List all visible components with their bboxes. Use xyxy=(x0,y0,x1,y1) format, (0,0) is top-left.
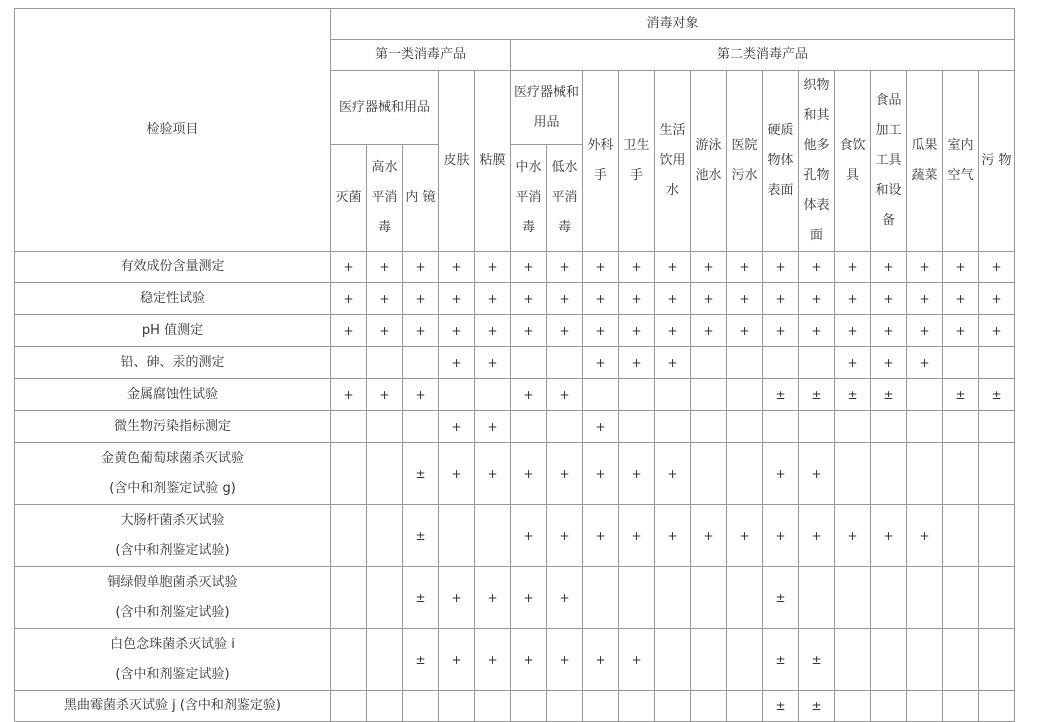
table-cell xyxy=(727,379,763,411)
cat2-food-tools-header: 食品加工工具和设备 xyxy=(871,71,907,252)
table-cell: + xyxy=(331,283,367,315)
row-label-line-1: 黑曲霉菌杀灭试验 j (含中和剂鉴定验) xyxy=(63,698,282,713)
table-cell xyxy=(907,567,943,629)
table-cell: + xyxy=(583,283,619,315)
table-cell: + xyxy=(619,443,655,505)
table-cell: + xyxy=(655,347,691,379)
row-label-line-1: 铅、砷、汞的测定 xyxy=(120,354,225,370)
table-cell: + xyxy=(619,252,655,283)
table-cell: + xyxy=(835,252,871,283)
inspection-table xyxy=(14,8,1015,722)
table-cell: + xyxy=(475,629,511,691)
table-cell: + xyxy=(511,315,547,347)
table-row xyxy=(15,629,1015,691)
table-cell: + xyxy=(331,315,367,347)
table-cell: ± xyxy=(403,443,439,505)
row-label-line-2: (含中和剂鉴定试验) xyxy=(115,604,230,620)
table-cell xyxy=(907,443,943,505)
table-cell xyxy=(619,379,655,411)
table-row xyxy=(15,315,1015,347)
table-cell: + xyxy=(619,347,655,379)
table-cell: + xyxy=(439,315,475,347)
cat2-dirt-header: 污 物 xyxy=(979,71,1015,252)
table-cell xyxy=(331,347,367,379)
table-cell xyxy=(979,629,1015,691)
row-label xyxy=(15,283,331,315)
table-cell: + xyxy=(727,505,763,567)
table-cell: + xyxy=(583,443,619,505)
table-cell: + xyxy=(655,315,691,347)
table-cell xyxy=(979,505,1015,567)
table-cell: + xyxy=(511,379,547,411)
table-cell: + xyxy=(835,283,871,315)
table-cell xyxy=(583,567,619,629)
table-cell: + xyxy=(511,567,547,629)
cat2-mid-level-header: 中水平消毒 xyxy=(511,145,547,252)
table-cell: + xyxy=(655,252,691,283)
row-label-line-1: 微生物污染指标测定 xyxy=(113,418,231,434)
table-cell: + xyxy=(763,505,799,567)
row-label xyxy=(15,443,331,505)
table-cell: + xyxy=(835,347,871,379)
table-cell: + xyxy=(943,315,979,347)
table-cell xyxy=(691,629,727,691)
table-cell: + xyxy=(727,315,763,347)
table-cell: ± xyxy=(403,567,439,629)
table-cell: + xyxy=(655,283,691,315)
table-row xyxy=(15,411,1015,443)
table-cell xyxy=(439,505,475,567)
table-cell: + xyxy=(979,315,1015,347)
table-cell xyxy=(979,443,1015,505)
table-cell xyxy=(403,347,439,379)
table-cell xyxy=(691,347,727,379)
table-cell xyxy=(727,443,763,505)
table-cell: + xyxy=(475,347,511,379)
cat2-medical-header: 医疗器械和用品 xyxy=(511,71,583,145)
table-cell xyxy=(835,567,871,629)
cat2-drinking-water-header: 生活饮用水 xyxy=(655,71,691,252)
table-cell xyxy=(835,411,871,443)
cat1-endoscope-header: 内 镜 xyxy=(403,145,439,252)
table-cell xyxy=(367,505,403,567)
row-label xyxy=(15,315,331,347)
table-cell: + xyxy=(655,505,691,567)
table-cell: + xyxy=(547,443,583,505)
table-cell: + xyxy=(403,379,439,411)
table-cell xyxy=(979,347,1015,379)
table-cell: + xyxy=(979,252,1015,283)
table-cell xyxy=(367,347,403,379)
table-cell xyxy=(583,379,619,411)
table-cell xyxy=(655,379,691,411)
table-cell xyxy=(655,411,691,443)
table-cell xyxy=(367,443,403,505)
table-cell xyxy=(835,629,871,691)
table-cell: + xyxy=(511,252,547,283)
table-cell: + xyxy=(619,283,655,315)
row-label xyxy=(15,629,331,691)
table-cell xyxy=(799,567,835,629)
table-row xyxy=(15,505,1015,567)
cat2-pool-water-header: 游泳池水 xyxy=(691,71,727,252)
table-cell: + xyxy=(583,347,619,379)
cat1-sterilize-header: 灭菌 xyxy=(331,145,367,252)
row-label-line-1: 金黄色葡萄球菌杀灭试验 xyxy=(100,450,244,466)
table-row xyxy=(15,347,1015,379)
table-cell: + xyxy=(439,411,475,443)
table-cell: ± xyxy=(763,629,799,691)
row-label xyxy=(15,411,331,443)
table-cell xyxy=(943,567,979,629)
table-cell xyxy=(871,567,907,629)
table-row xyxy=(15,567,1015,629)
table-cell: + xyxy=(475,411,511,443)
table-cell: + xyxy=(799,252,835,283)
table-cell xyxy=(871,443,907,505)
row-label-line-1: 稳定性试验 xyxy=(139,290,205,306)
table-cell xyxy=(691,379,727,411)
cat2-hard-surface-header: 硬质物体表面 xyxy=(763,71,799,252)
table-cell: + xyxy=(439,629,475,691)
cat2-hospital-sewage-header: 医院污水 xyxy=(727,71,763,252)
table-cell: + xyxy=(547,505,583,567)
table-cell xyxy=(763,347,799,379)
table-cell: + xyxy=(799,315,835,347)
table-cell xyxy=(943,347,979,379)
table-cell: + xyxy=(367,315,403,347)
table-cell: + xyxy=(403,283,439,315)
table-cell: + xyxy=(403,315,439,347)
table-cell xyxy=(655,567,691,629)
table-cell xyxy=(907,379,943,411)
table-cell: ± xyxy=(835,379,871,411)
table-cell: ± xyxy=(979,379,1015,411)
table-cell xyxy=(727,347,763,379)
table-cell: + xyxy=(619,505,655,567)
table-cell: ± xyxy=(763,379,799,411)
table-cell: + xyxy=(727,283,763,315)
table-cell xyxy=(367,411,403,443)
cat2-low-level-header: 低水平消毒 xyxy=(547,145,583,252)
table-cell: ± xyxy=(403,629,439,691)
row-label-line-1: 有效成份含量测定 xyxy=(120,259,225,274)
table-cell: + xyxy=(475,567,511,629)
table-cell xyxy=(331,567,367,629)
table-cell: + xyxy=(943,283,979,315)
table-cell: + xyxy=(907,315,943,347)
table-cell: + xyxy=(691,283,727,315)
row-label xyxy=(15,347,331,379)
table-cell xyxy=(799,347,835,379)
table-cell xyxy=(475,505,511,567)
table-cell xyxy=(331,443,367,505)
cat1-skin-header: 皮肤 xyxy=(439,71,475,252)
table-cell: + xyxy=(763,283,799,315)
table-cell xyxy=(691,567,727,629)
table-cell: + xyxy=(511,283,547,315)
table-cell: + xyxy=(583,411,619,443)
row-label xyxy=(15,379,331,411)
row-label-line-2: (含中和剂鉴定试验 g) xyxy=(109,480,236,496)
row-label-line-1: 铜绿假单胞菌杀灭试验 xyxy=(107,574,238,590)
table-cell: ± xyxy=(763,567,799,629)
table-cell xyxy=(439,379,475,411)
inspection-item-header: 检验项目 xyxy=(15,9,331,252)
table-cell xyxy=(943,443,979,505)
table-row xyxy=(15,283,1015,315)
table-cell: + xyxy=(655,443,691,505)
table-cell: + xyxy=(511,443,547,505)
table-cell: + xyxy=(547,379,583,411)
table-cell: + xyxy=(907,505,943,567)
table-cell: + xyxy=(835,315,871,347)
table-cell: + xyxy=(547,252,583,283)
table-cell: ± xyxy=(403,505,439,567)
table-cell: + xyxy=(727,252,763,283)
table-cell: + xyxy=(583,252,619,283)
row-label-line-2: (含中和剂鉴定试验) xyxy=(115,542,230,558)
table-cell: + xyxy=(511,505,547,567)
table-cell: + xyxy=(619,629,655,691)
table-cell: + xyxy=(691,315,727,347)
table-cell: ± xyxy=(799,379,835,411)
table-cell: + xyxy=(439,567,475,629)
table-cell xyxy=(943,629,979,691)
row-label-line-1: 金属腐蚀性试验 xyxy=(126,386,218,402)
table-cell: + xyxy=(799,283,835,315)
table-cell: + xyxy=(871,252,907,283)
cat2-hygiene-hand-header: 卫生手 xyxy=(619,71,655,252)
table-cell xyxy=(547,411,583,443)
table-cell: ± xyxy=(943,379,979,411)
table-cell: + xyxy=(583,315,619,347)
cat1-medical-header: 医疗器械和用品 xyxy=(331,71,439,145)
table-cell: + xyxy=(835,505,871,567)
table-cell xyxy=(907,629,943,691)
table-cell xyxy=(943,411,979,443)
table-cell xyxy=(619,567,655,629)
table-cell xyxy=(835,443,871,505)
table-cell: + xyxy=(367,252,403,283)
cat2-surgical-hand-header: 外科手 xyxy=(583,71,619,252)
row-label-line-1: 白色念珠菌杀灭试验 i xyxy=(110,636,235,652)
table-cell xyxy=(475,379,511,411)
header-row-1 xyxy=(15,9,1015,40)
table-cell xyxy=(619,411,655,443)
table-cell xyxy=(655,629,691,691)
table-cell: + xyxy=(439,252,475,283)
table-cell: + xyxy=(871,283,907,315)
table-cell: + xyxy=(619,315,655,347)
table-cell: + xyxy=(943,252,979,283)
table-row xyxy=(15,252,1015,283)
table-cell xyxy=(547,347,583,379)
table-cell xyxy=(943,505,979,567)
table-cell xyxy=(403,411,439,443)
table-cell xyxy=(367,629,403,691)
cat2-tableware-header: 食饮具 xyxy=(835,71,871,252)
table-cell: + xyxy=(547,315,583,347)
cat1-mucosa-header: 粘膜 xyxy=(475,71,511,252)
cat2-fabric-surface-header: 织物和其他多孔物体表面 xyxy=(799,71,835,252)
table-cell: + xyxy=(367,283,403,315)
table-cell: + xyxy=(871,505,907,567)
table-cell: + xyxy=(439,443,475,505)
table-cell: + xyxy=(799,505,835,567)
table-cell xyxy=(979,411,1015,443)
table-cell xyxy=(727,411,763,443)
table-cell xyxy=(367,567,403,629)
table-cell xyxy=(727,567,763,629)
table-cell: + xyxy=(799,443,835,505)
table-cell: + xyxy=(511,629,547,691)
row-label xyxy=(15,567,331,629)
cat1-high-level-header: 高水平消毒 xyxy=(367,145,403,252)
table-cell: + xyxy=(439,283,475,315)
table-cell: + xyxy=(547,567,583,629)
table-cell: + xyxy=(763,252,799,283)
table-row xyxy=(15,379,1015,411)
table-cell xyxy=(871,629,907,691)
table-cell: + xyxy=(475,252,511,283)
table-cell xyxy=(763,411,799,443)
table-cell: + xyxy=(763,443,799,505)
category-1-header: 第一类消毒产品 xyxy=(331,40,511,71)
table-cell: ± xyxy=(799,629,835,691)
row-label xyxy=(15,252,331,283)
table-cell: + xyxy=(367,379,403,411)
table-cell: + xyxy=(331,252,367,283)
table-cell xyxy=(331,629,367,691)
table-cell: + xyxy=(439,347,475,379)
table-cell: + xyxy=(475,283,511,315)
table-cell xyxy=(331,505,367,567)
table-cell: + xyxy=(907,252,943,283)
table-cell: + xyxy=(907,347,943,379)
disinfect-target-header: 消毒对象 xyxy=(331,9,1015,40)
table-cell: + xyxy=(907,283,943,315)
row-label xyxy=(15,505,331,567)
cat2-indoor-air-header: 室内空气 xyxy=(943,71,979,252)
table-cell xyxy=(871,411,907,443)
table-cell xyxy=(511,347,547,379)
row-label-line-1: 大肠杆菌杀灭试验 xyxy=(120,512,225,528)
table-cell: + xyxy=(403,252,439,283)
table-cell: + xyxy=(547,629,583,691)
table-cell xyxy=(799,411,835,443)
table-cell: + xyxy=(763,315,799,347)
table-cell: + xyxy=(871,347,907,379)
table-cell: + xyxy=(583,629,619,691)
table-cell xyxy=(979,567,1015,629)
table-cell: + xyxy=(979,283,1015,315)
table-cell: + xyxy=(475,315,511,347)
table-cell: + xyxy=(691,252,727,283)
row-label-line-1: pH 值测定 xyxy=(141,322,204,338)
table-cell: + xyxy=(475,443,511,505)
row-label-line-2: (含中和剂鉴定试验) xyxy=(115,666,230,682)
table-cell xyxy=(907,411,943,443)
table-cell: + xyxy=(691,505,727,567)
table-cell: + xyxy=(583,505,619,567)
table-cell: ± xyxy=(871,379,907,411)
table-cell xyxy=(691,443,727,505)
table-cell: + xyxy=(331,379,367,411)
table-cell: ± xyxy=(763,691,799,722)
table-cell: + xyxy=(871,315,907,347)
cat2-fruits-veg-header: 瓜果蔬菜 xyxy=(907,71,943,252)
table-cell: ± xyxy=(799,691,835,722)
table-cell xyxy=(727,629,763,691)
table-row xyxy=(15,443,1015,505)
table-cell xyxy=(331,411,367,443)
category-2-header: 第二类消毒产品 xyxy=(511,40,1015,71)
table-cell xyxy=(691,411,727,443)
table-cell xyxy=(511,411,547,443)
table-cell: + xyxy=(547,283,583,315)
